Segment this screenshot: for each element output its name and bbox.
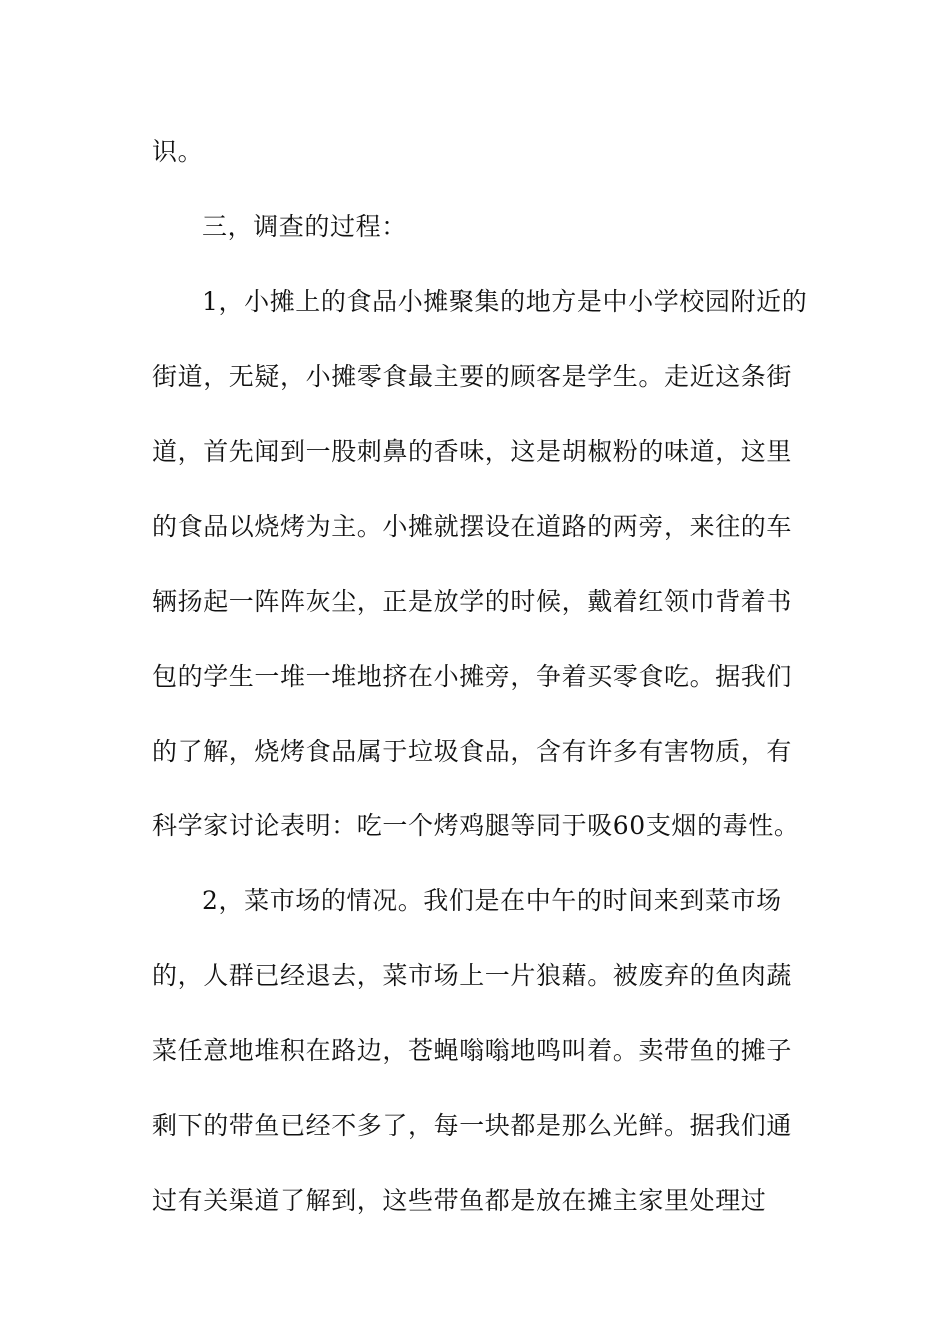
text-line: 过有关渠道了解到，这些带鱼都是放在摊主家里处理过: [152, 1186, 767, 1215]
text-line: 的了解，烧烤食品属于垃圾食品，含有许多有害物质，有: [152, 737, 793, 766]
text-line: 辆扬起一阵阵灰尘，正是放学的时候，戴着红领巾背着书: [152, 587, 793, 616]
section-heading: 三，调查的过程：: [202, 212, 407, 241]
text-line: 街道，无疑，小摊零食最主要的顾客是学生。走近这条街: [152, 362, 793, 391]
text-line: 识。: [152, 137, 204, 166]
text-line: 科学家讨论表明：吃一个烤鸡腿等同于吸60支烟的毒性。: [152, 811, 800, 840]
text-line: 的食品以烧烤为主。小摊就摆设在道路的两旁，来往的车: [152, 512, 793, 541]
text-line: 1，小摊上的食品小摊聚集的地方是中小学校园附近的: [202, 287, 808, 316]
text-line: 道，首先闻到一股刺鼻的香味，这是胡椒粉的味道，这里: [152, 437, 793, 466]
text-line: 菜任意地堆积在路边，苍蝇嗡嗡地鸣叫着。卖带鱼的摊子: [152, 1036, 793, 1065]
text-line: 包的学生一堆一堆地挤在小摊旁，争着买零食吃。据我们: [152, 662, 793, 691]
text-line: 的，人群已经退去，菜市场上一片狼藉。被废弃的鱼肉蔬: [152, 961, 793, 990]
text-line: 2，菜市场的情况。我们是在中午的时间来到菜市场: [202, 886, 782, 915]
text-line: 剩下的带鱼已经不多了，每一块都是那么光鲜。据我们通: [152, 1111, 793, 1140]
